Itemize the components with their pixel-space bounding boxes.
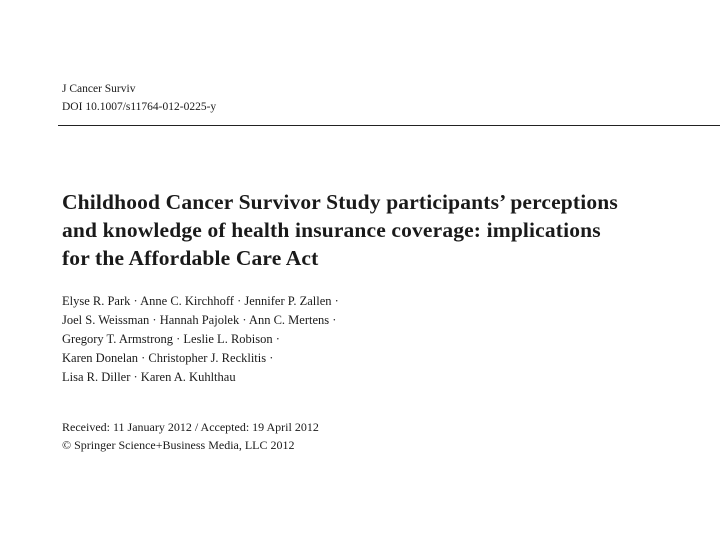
author-line: Joel S. Weissman · Hannah Pajolek · Ann C. Mertens · (62, 313, 337, 327)
journal-name: J Cancer Surviv (62, 83, 136, 95)
copyright-notice: © Springer Science+Business Media, LLC 2012 (62, 438, 295, 452)
received-accepted-dates: Received: 11 January 2012 / Accepted: 19 April 2012 (62, 420, 319, 434)
publication-dates (62, 418, 319, 454)
author-line: Lisa R. Diller · Karen A. Kuhlthau (62, 370, 236, 384)
doi: DOI 10.1007/s11764-012-0225-y (62, 101, 217, 113)
author-line: Karen Donelan · Christopher J. Recklitis · (62, 351, 274, 365)
journal-header (62, 80, 216, 116)
author-line: Elyse R. Park · Anne C. Kirchhoff · Jennifer P. Zallen · (62, 294, 339, 308)
title-line: Childhood Cancer Survivor Study participants’ perceptions (62, 190, 618, 214)
author-line: Gregory T. Armstrong · Leslie L. Robison · (62, 332, 280, 346)
paper-title (62, 188, 712, 272)
header-rule (58, 125, 720, 126)
author-list (62, 292, 339, 387)
title-line: for the Affordable Care Act (62, 246, 319, 270)
title-line: and knowledge of health insurance coverage: implications (62, 218, 601, 242)
